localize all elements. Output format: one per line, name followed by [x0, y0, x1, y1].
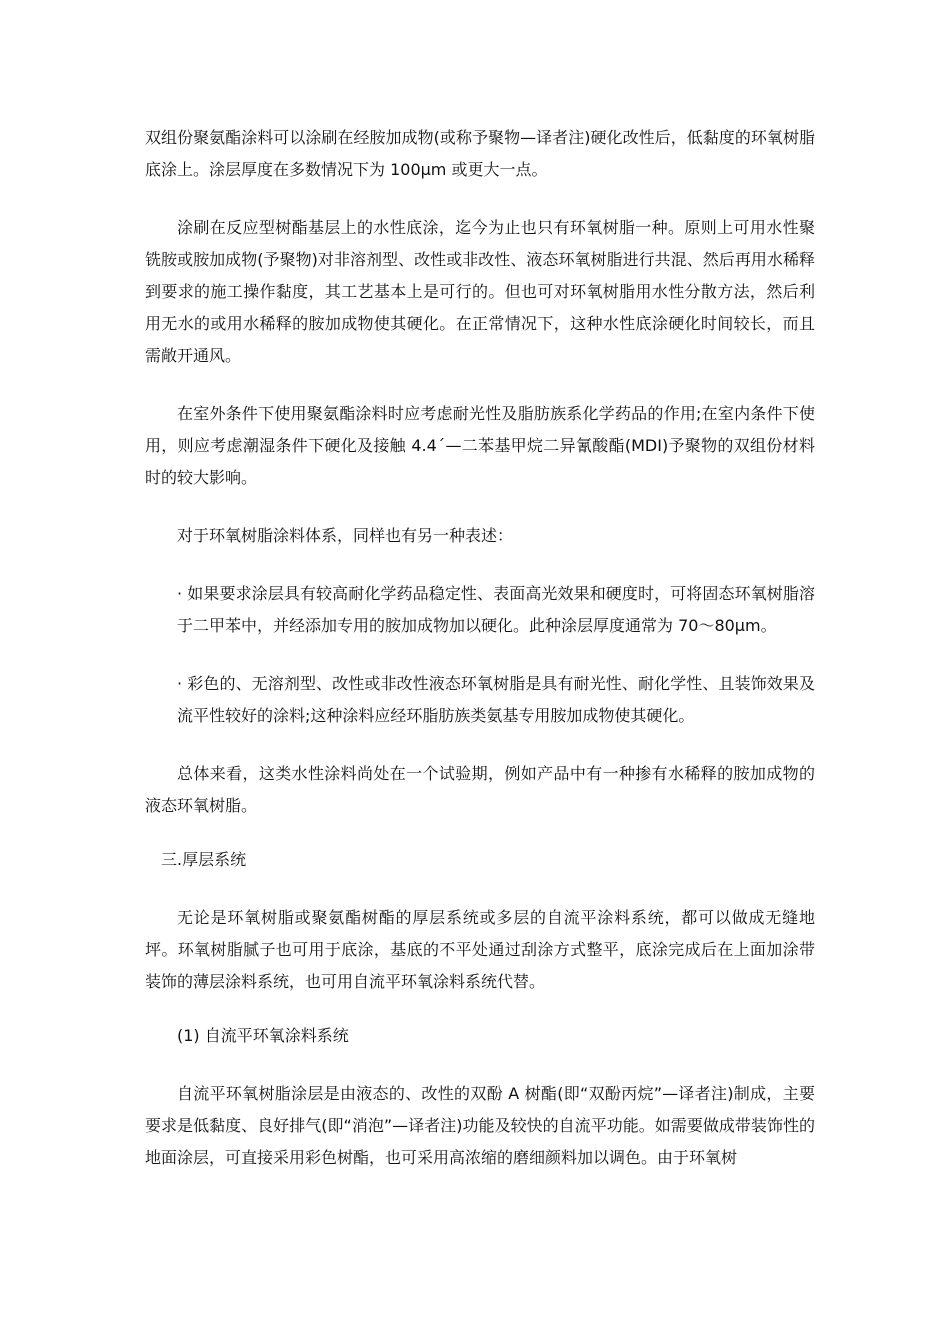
- paragraph-polyurethane-primer: 双组份聚氨酯涂料可以涂刷在经胺加成物(或称予聚物—译者注)硬化改性后，低黏度的环氧树脂底涂上。涂层厚度在多数情况下为 100μm 或更大一点。: [145, 128, 815, 179]
- document-body: [145, 122, 815, 1174]
- paragraph-thick-layer-system: 无论是环氧树脂或聚氨酯树酯的厚层系统或多层的自流平涂料系统，都可以做成无缝地坪。环氧树脂腻子也可用于底涂，基底的不平处通过刮涂方式整平，底涂完成后在上面加涂带装饰的薄层涂料系统，也可用自流平环氧涂料系统代替。: [145, 908, 815, 991]
- bullet-item-solid-epoxy: · 如果要求涂层具有较高耐化学药品稳定性、表面高光效果和硬度时，可将固态环氧树脂溶于二甲苯中，并经添加专用的胺加成物加以硬化。此种涂层厚度通常为 70～80μm。: [177, 584, 815, 635]
- subsection-heading-self-leveling: (1) 自流平环氧涂料系统: [177, 1026, 349, 1045]
- paragraph-epoxy-intro: 对于环氧树脂涂料体系，同样也有另一种表述：: [177, 526, 514, 545]
- paragraph-self-leveling-epoxy: 自流平环氧树脂涂层是由液态的、改性的双酚 A 树酯(即“双酚丙烷”—译者注)制成，主要要求是低黏度、良好排气(即“消泡”—译者注)功能及较快的自流平功能。如需要做成带装饰性的地面涂层，可直接采用彩色树酯，也可采用高浓缩的磨细颜料加以调色。由于环氧树: [145, 1084, 815, 1167]
- paragraph-waterborne-primer: 涂刷在反应型树酯基层上的水性底涂，迄今为止也只有环氧树脂一种。原则上可用水性聚铣胺或胺加成物(予聚物)对非溶剂型、改性或非改性、液态环氧树脂进行共混、然后再用水稀释到要求的施工操作黏度，其工艺基本上是可行的。但也可对环氧树脂用水性分散方法，然后利用无水的或用水稀释的胺加成物使其硬化。在正常情况下，这种水性底涂硬化时间较长，而且需敞开通风。: [145, 218, 815, 365]
- paragraph-usage-conditions: 在室外条件下使用聚氨酯涂料时应考虑耐光性及脂肪族系化学药品的作用;在室内条件下使用，则应考虑潮湿条件下硬化及接触 4.4ˊ—二苯基甲烷二异氰酸酯(MDI)予聚物的双组份材料时的较大影响。: [145, 404, 815, 487]
- section-heading-thick-layer: 三.厚层系统: [161, 850, 247, 869]
- bullet-item-colored-epoxy: · 彩色的、无溶剂型、改性或非改性液态环氧树脂是具有耐光性、耐化学性、且装饰效果及流平性较好的涂料;这种涂料应经环脂肪族类氨基专用胺加成物使其硬化。: [177, 674, 815, 725]
- paragraph-summary: 总体来看，这类水性涂料尚处在一个试验期，例如产品中有一种掺有水稀释的胺加成物的液态环氧树脂。: [145, 764, 815, 815]
